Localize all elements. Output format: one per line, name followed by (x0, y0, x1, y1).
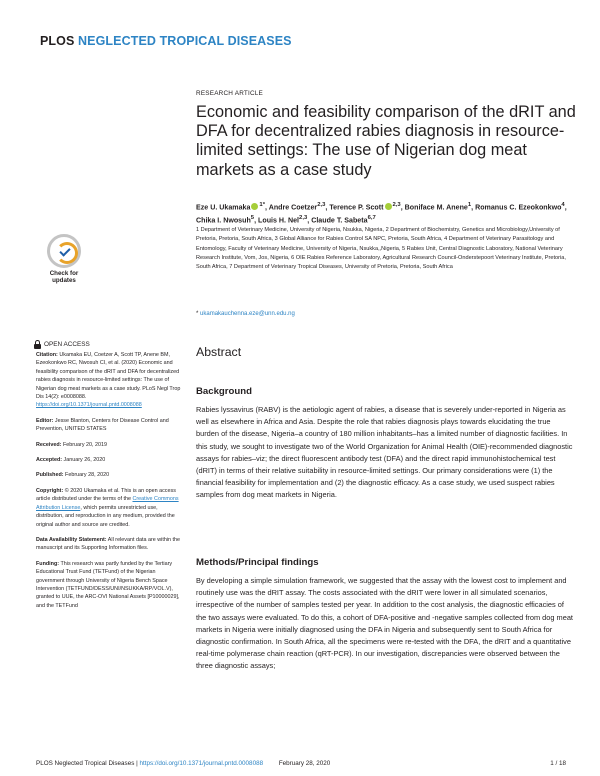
citation: Citation: Ukamaka EU, Coetzer A, Scott TP, Anene BM, Ezeokonkwo RC, Nwosuh CI, et al. (2020) Economic and feasibility comparison of the dRIT and DFA for decentralized rabies diagnosis in resource-limited settings: The use of Nigerian dog meat markets as a case study. PLoS Negl Trop Dis 14(2): e0008088. https://doi.org/10.1371/journal.pntd.0008088 (36, 352, 181, 409)
background-text: Rabies lyssavirus (RABV) is the aetiologic agent of rabies, a disease that is severely under-reported in Nigeria as well as elsewhere in Africa and Asia. Despite the role that rabies diagnosis plays towards elucidating the true burden of the disease, Nigeria–a country of 180 million inhabitants–has a limited number of diagnostic facilities. In this study, we sought to investigate two of the World Organization for Animal Health (OIE)-recommended diagnostic assays for rabies–viz; the direct fluorescent antibody test (DFA) and the direct rapid immunohistochemical test (dRIT) in terms of their relative suitability in resource-limited settings. Our primary considerations were (1) the financial feasibility for implementation and (2) the diagnostic efficacy. As a case study, we used suspect rabies samples from dog meat markets in Nigeria. (196, 405, 573, 500)
methods-heading: Methods/Principal findings (196, 557, 319, 568)
author-name[interactable]: Eze U. Ukamaka (196, 203, 251, 212)
methods-text: By developing a simple simulation framework, we suggested that the assay with the lowest cost to implement and routinely use was the dRIT assay. The costs associated with the dRIT were lower in all simulated scenarios, irrespective of the number of samples tested per year. In addition to the cost analysis, the diagnostic efficacies of the two assays were evaluated. To do this, a cohort of DFA-positive and -negative samples collected from dog meat markets in Nigeria were initially diagnosed using the DFA in Nigeria and subsequently sent to South Africa for diagnostic confirmation. In South Africa, all the specimens were re-tested with the DFA, the dRIT and a quantitative real-time polymerase chain reaction (qRT-PCR). In our investigation, discrepancies were observed between the three diagnostic assays; (196, 576, 573, 671)
citation-doi-link[interactable]: https://doi.org/10.1371/journal.pntd.0008088 (36, 402, 142, 409)
received-date: Received: February 20, 2019 (36, 441, 108, 448)
author-name[interactable]: , Chika I. Nwosuh (196, 203, 567, 225)
author-name[interactable]: , Boniface M. Anene (400, 203, 468, 212)
journal-name: NEGLECTED TROPICAL DISEASES (78, 34, 292, 48)
orcid-icon[interactable] (251, 203, 258, 210)
page-footer: PLOS Neglected Tropical Diseases | https://doi.org/10.1371/journal.pntd.0008088 February 28, 2020 1 / 18 (36, 760, 566, 767)
affiliations: 1 Department of Veterinary Medicine, University of Nigeria, Nsukka, Nigeria, 2 Department of Biochemistry, Genetics and Microbiology,University of Pretoria, Pretoria, South Africa, 3 Global Alliance for Rabies Control SA NPC, Pretoria, South Africa, 4 Department of Veterinary Parasitology and Entomology, Faculty of Veterinary Medicine, University of Nigeria, Nsukka,,Nigeria, 5 Rabies Unit, Central Diagnostic Laboratory, National Veterinary Research Institute, Vom, Jos, Nigeria, 6 OIE Rabies Reference Laboratory, Agricultural Research Council-Onderstepoort Veterinary Institute, Pretoria, South Africa, 7 Department of Veterinary Tropical Diseases, University of Pretoria, Pretoria, South Africa (196, 227, 566, 271)
article-info-sidebar (36, 351, 184, 617)
accepted-date: Accepted: January 26, 2020 (36, 457, 106, 464)
author-name[interactable]: , Romanus C. Ezeokonkwo (471, 203, 562, 212)
journal-brand: PLOS (40, 34, 75, 48)
corresponding-email: * ukamakauchenna.eze@unn.edu.ng (196, 311, 295, 317)
license-link[interactable]: Creative Commons Attribution License (36, 496, 179, 511)
article-type: RESEARCH ARTICLE (196, 90, 264, 97)
article-title: Economic and feasibility comparison of the dRIT and DFA for decentralized rabies diagnosis in resource-limited settings: The use of Nigerian dog meat markets as a case study (196, 103, 576, 179)
published-date: Published: February 28, 2020 (36, 472, 110, 479)
check-for-updates-button[interactable] (40, 234, 88, 292)
author-list: Eze U. Ukamaka $^{1*}$, Andre Coetzer$^{2,3}$, Terence P. Scott $^{2,3}$, Boniface M. Anene$^1$, Romanus C. Ezeokonkwo$^4$, Chika I. Nwosuh$^5$, Louis H. Nel$^{2,3}$, Claude T. Sabeta$^{6,7}$ (196, 202, 567, 225)
orcid-icon[interactable] (385, 203, 392, 210)
journal-header (40, 34, 292, 48)
editor: Editor: Jesse Blanton, Centers for Disease Control and Prevention, UNITED STATES (36, 417, 169, 433)
check-updates-label: Check for updates (49, 270, 79, 284)
author-name[interactable]: , Terence P. Scott (325, 203, 384, 212)
background-heading: Background (196, 386, 252, 397)
author-name[interactable]: , Claude T. Sabeta (307, 216, 368, 225)
author-name[interactable]: , Andre Coetzer (265, 203, 318, 212)
data-availability: Data Availability Statement: All relevant data are within the manuscript and its Supporting Information files. (36, 536, 181, 552)
open-access-badge: OPEN ACCESS (34, 340, 90, 349)
footer-date: February 28, 2020 (278, 760, 331, 767)
abstract-heading: Abstract (196, 345, 242, 359)
email-link[interactable]: ukamakauchenna.eze@unn.edu.ng (200, 311, 295, 317)
page-number: 1 / 18 (550, 760, 566, 767)
footer-doi-link[interactable]: https://doi.org/10.1371/journal.pntd.0008088 (139, 760, 264, 767)
open-lock-icon (34, 340, 41, 349)
check-updates-icon (47, 234, 81, 268)
copyright: Copyright: © 2020 Ukamaka et al. This is an open access article distributed under the terms of the Creative Commons Attribution License, which permits unrestricted use, distribution, and reproduction in any medium, provided the original author and source are credited. (36, 487, 179, 528)
author-name[interactable]: , Louis H. Nel (254, 216, 300, 225)
funding: Funding: This research was partly funded by the Tertiary Educational Trust Fund (TETFund) of the Nigerian government through University of Nigeria Bench Space Intervention (TETFUND/DESS/UNI/NSUKKA/RP/VOL.V), granted to UUE, the ARC-OVI National Assets [P10000029], and the TETFund (36, 560, 180, 609)
